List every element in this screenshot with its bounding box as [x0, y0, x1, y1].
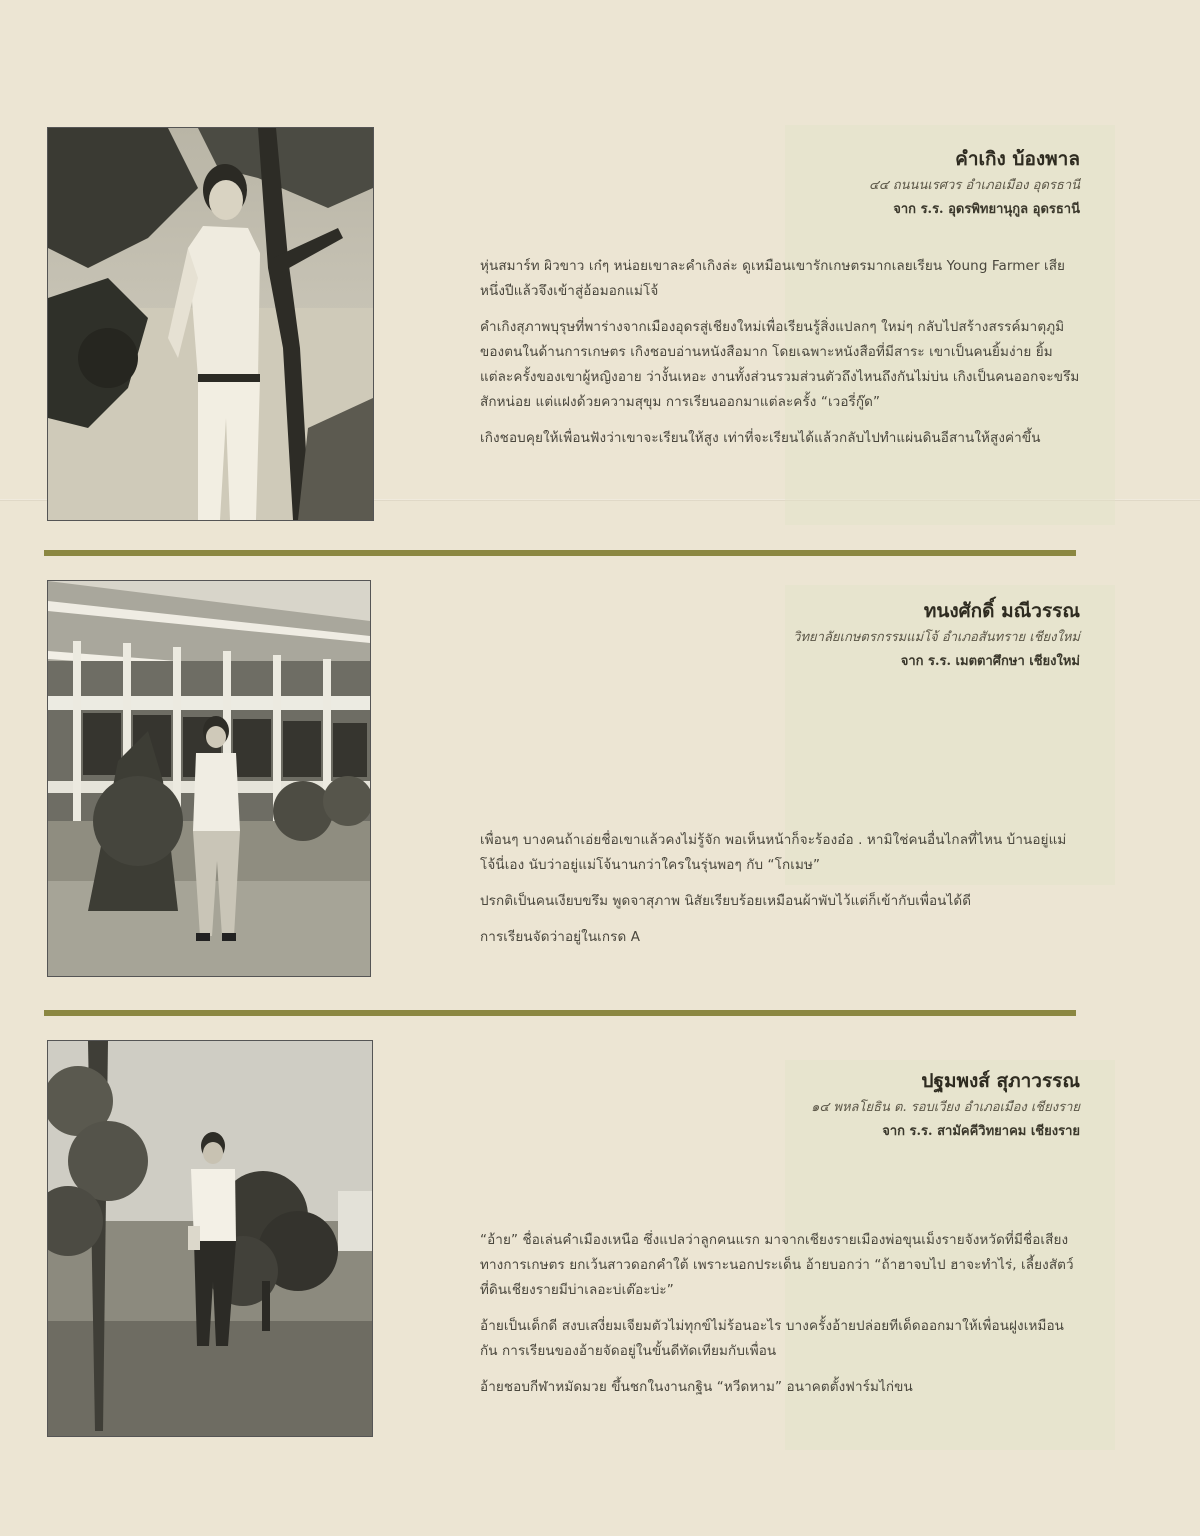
student-school: จาก ร.ร. อุดรพิทยานุกูล อุดรธานี: [893, 202, 1080, 217]
student-address: ๔๔ ถนนนเรศวร อำเภอเมือง อุดรธานี: [868, 178, 1080, 193]
bio-paragraph: อ้ายเป็นเด็กดี สงบเสงี่ยมเจียมตัวไม่ทุกข์ไม่ร้อนอะไร บางครั้งอ้ายปล่อยทีเด็ดออกมาให้เพื่อนฝูงเหมือนกัน การเรียนของอ้ายจัดอยู่ในขั้นดีทัดเทียมกับเพื่อน: [480, 1318, 1064, 1359]
student-name: ปฐมพงส์ สุภาวรรณ: [921, 1070, 1080, 1092]
student-school: จาก ร.ร. เมตตาศึกษา เชียงใหม่: [900, 654, 1080, 669]
portrait-photo: [47, 580, 371, 977]
bio-paragraph: การเรียนจัดว่าอยู่ในเกรด A: [480, 929, 641, 945]
student-bio: [480, 828, 1080, 961]
student-name: คำเกิง บ้องพาล: [955, 148, 1080, 170]
student-entry: [480, 146, 1080, 536]
bio-paragraph: เกิงชอบคุยให้เพื่อนฟังว่าเขาจะเรียนให้สูง เท่าที่จะเรียนได้แล้วกลับไปทำแผ่นดินอีสานให้สูงค่าขึ้น: [480, 430, 1041, 446]
section-divider: [44, 550, 1076, 556]
section-divider: [44, 1010, 1076, 1016]
student-bio: [480, 1228, 1080, 1411]
portrait-photo: [47, 1040, 373, 1437]
student-entry: [480, 1068, 1080, 1468]
bio-paragraph: เพื่อนๆ บางคนถ้าเอ่ยชื่อเขาแล้วคงไม่รู้จัก พอเห็นหน้าก็จะร้องอ๋อ . หามิใช่คนอื่นไกลที่ไหน บ้านอยู่แม่โจ้นี่เอง นับว่าอยู่แม่โจ้นานกว่าใครในรุ่นพอๆ กับ “โกเมษ”: [480, 832, 1067, 873]
student-name: ทนงศักดิ์ มณีวรรณ: [923, 600, 1080, 622]
bio-paragraph: ปรกติเป็นคนเงียบขรึม พูดจาสุภาพ นิสัยเรียบร้อยเหมือนผ้าพับไว้แต่ก็เข้ากับเพื่อนได้ดี: [480, 893, 972, 909]
bio-paragraph: อ้ายชอบกีฬาหมัดมวย ขึ้นชกในงานกฐิน “หวีดหาม” อนาคตตั้งฟาร์มไก่ขน: [480, 1379, 913, 1395]
bio-paragraph: คำเกิงสุภาพบุรุษที่พาร่างจากเมืองอุดรสู่เชียงใหม่เพื่อเรียนรู้สิ่งแปลกๆ ใหม่ๆ กลับไปสร้างสรรค์มาตุภูมิของตนในด้านการเกษตร เกิงชอบอ่านหนังสือมาก โดยเฉพาะหนังสือที่มีสาระ เขาเป็นคนยิ้มง่าย ยิ้มแต่ละครั้งของเขาผู้หญิงอาย ว่างั้นเหอะ งานทั้งส่วนรวมส่วนตัวถึงไหนถึงกันไม่บ่น เกิงเป็นคนออกจะขรึมสักหน่อย แต่แฝงด้วยความสุขุม การเรียนออกมาแต่ละครั้ง “เวอรี่กู๊ด”: [480, 319, 1080, 410]
student-address: วิทยาลัยเกษตรกรรมแม่โจ้ อำเภอสันทราย เชียงใหม่: [793, 630, 1080, 645]
bio-paragraph: “อ้าย” ชื่อเล่นคำเมืองเหนือ ซึ่งแปลว่าลูกคนแรก มาจากเชียงรายเมืองพ่อขุนเม็งรายจังหวัดที่มีชื่อเสียงทางการเกษตร ยกเว้นสาวดอกคำใต้ เพราะนอกประเด็น อ้ายบอกว่า “ถ้าฮาจบไป ฮาจะทำไร่, เลี้ยงสัตว์ ที่ดินเชียงรายมีบ่าเลอะบ่เต๊อะบ่ะ”: [480, 1232, 1074, 1298]
student-school: จาก ร.ร. สามัคคีวิทยาคม เชียงราย: [882, 1124, 1080, 1139]
student-address: ๑๔ พหลโยธิน ต. รอบเวียง อำเภอเมือง เชียงราย: [811, 1100, 1080, 1115]
bio-paragraph: หุ่นสมาร์ท ผิวขาว เก๋ๆ หน่อยเขาละคำเกิงล่ะ ดูเหมือนเขารักเกษตรมากเลยเรียน Young Farmer เสียหนึ่งปีแล้วจึงเข้าสู่อ้อมอกแม่โจ้: [480, 258, 1066, 299]
student-bio: [480, 254, 1080, 462]
student-entry: [480, 598, 1080, 998]
portrait-photo: [47, 127, 374, 521]
